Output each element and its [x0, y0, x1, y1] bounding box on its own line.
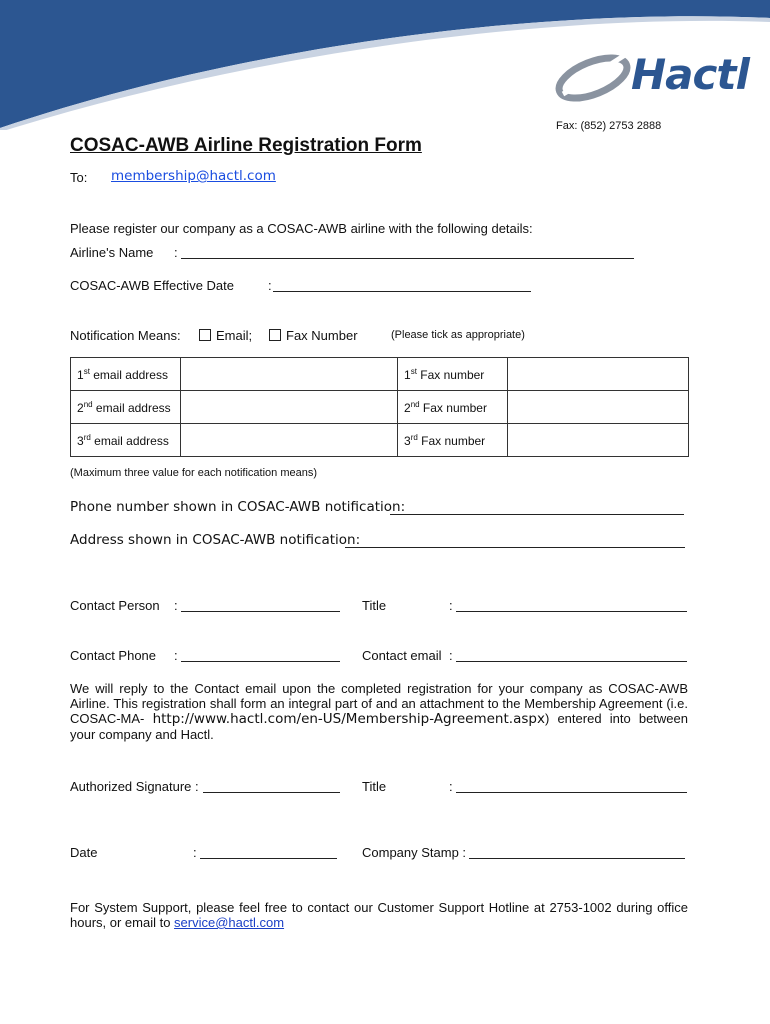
fax-input-cell[interactable]: [508, 424, 689, 457]
table-row: [71, 391, 689, 424]
contact-person-label: Contact Person: [70, 598, 160, 613]
phone-label: Phone number shown in COSAC-AWB notification:: [70, 499, 406, 515]
tick-hint: (Please tick as appropriate): [391, 329, 525, 341]
address-field[interactable]: [345, 547, 685, 548]
colon: :: [193, 845, 197, 860]
fax-input-cell[interactable]: [508, 391, 689, 424]
page-title: COSAC-AWB Airline Registration Form: [70, 135, 422, 156]
contact-phone-field[interactable]: [181, 661, 340, 662]
fax-label-cell: 1st Fax number: [398, 358, 508, 391]
fax-option[interactable]: [269, 328, 358, 343]
support-email-link[interactable]: service@hactl.com: [174, 915, 285, 930]
email-checkbox[interactable]: [199, 329, 211, 341]
to-email-link[interactable]: membership@hactl.com: [111, 168, 276, 184]
colon: :: [174, 598, 178, 613]
contact-phone-label: Contact Phone: [70, 648, 157, 663]
title-label: Title: [362, 598, 387, 613]
fax-label-cell: 3rd Fax number: [398, 424, 508, 457]
effective-date-label: COSAC-AWB Effective Date: [70, 278, 234, 293]
colon: :: [174, 245, 178, 260]
email-option-label: Email;: [216, 328, 253, 343]
email-option[interactable]: [199, 328, 252, 343]
contact-person-field[interactable]: [181, 611, 340, 612]
contact-email-field[interactable]: [456, 661, 687, 662]
logo-swoosh-icon: [555, 42, 635, 108]
auth-signature-field[interactable]: [203, 792, 340, 793]
contact-email-label: Contact email: [362, 648, 442, 663]
colon: :: [449, 779, 453, 794]
intro-text: Please register our company as a COSAC-AWB airline with the following details:: [70, 221, 533, 236]
colon: :: [449, 648, 453, 663]
table-row: [71, 358, 689, 391]
support-paragraph: For System Support, please feel free to contact our Customer Support Hotline at 2753-1002 during office hours, or email to service@hactl.com: [70, 900, 688, 930]
address-label: Address shown in COSAC-AWB notification:: [70, 532, 361, 548]
table-row: [71, 424, 689, 457]
auth-signature-label: Authorized Signature :: [70, 779, 199, 794]
company-stamp-label: Company Stamp :: [362, 845, 467, 860]
date-label: Date: [70, 845, 98, 860]
membership-agreement-url[interactable]: http://www.hactl.com/en-US/Membership-Agreement.aspx: [152, 711, 545, 727]
airline-name-field[interactable]: [181, 258, 634, 259]
fax-number: Fax: (852) 2753 2888: [556, 120, 662, 132]
to-label: To:: [70, 170, 88, 185]
email-input-cell[interactable]: [181, 424, 398, 457]
hactl-logo: [555, 42, 755, 112]
notification-label: Notification Means:: [70, 328, 181, 343]
phone-field[interactable]: [390, 514, 684, 515]
title-field[interactable]: [456, 611, 687, 612]
airline-name-label: Airline's Name: [70, 245, 154, 260]
email-input-cell[interactable]: [181, 391, 398, 424]
reply-paragraph: We will reply to the Contact email upon the completed registration for your company as COSAC-AWB Airline. This registration shall form an integral part of and an attachment to the Membership Agreement (i.e. COSAC-MA- http://www.hactl.com/en-US/Membership-Agreement.aspx) entered into between your company and Hactl.: [70, 681, 688, 742]
title2-label: Title: [362, 779, 387, 794]
date-field[interactable]: [200, 858, 337, 859]
fax-input-cell[interactable]: [508, 358, 689, 391]
colon: :: [268, 278, 272, 293]
fax-label-cell: 2nd Fax number: [398, 391, 508, 424]
notification-table: [70, 357, 689, 457]
max-note: (Maximum three value for each notification means): [70, 467, 317, 479]
email-input-cell[interactable]: [181, 358, 398, 391]
company-stamp-field[interactable]: [469, 858, 685, 859]
email-label-cell: 1st email address: [71, 358, 181, 391]
fax-option-label: Fax Number: [286, 328, 358, 343]
email-label-cell: 2nd email address: [71, 391, 181, 424]
fax-checkbox[interactable]: [269, 329, 281, 341]
colon: :: [174, 648, 178, 663]
title2-field[interactable]: [456, 792, 687, 793]
effective-date-field[interactable]: [273, 291, 531, 292]
email-label-cell: 3rd email address: [71, 424, 181, 457]
brand-name: Hactl: [631, 50, 749, 99]
colon: :: [449, 598, 453, 613]
